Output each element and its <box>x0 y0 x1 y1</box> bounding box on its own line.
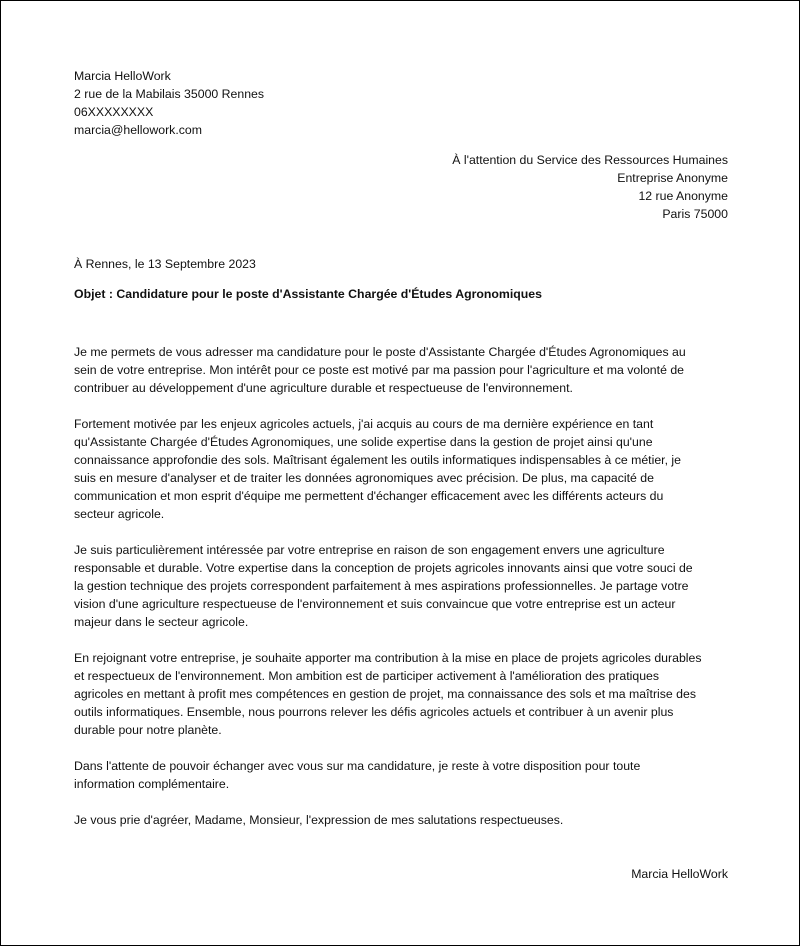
sender-email: marcia@hellowork.com <box>74 123 202 137</box>
sender-name: Marcia HelloWork <box>74 69 171 83</box>
recipient-attention: À l'attention du Service des Ressources Humaines <box>452 153 728 167</box>
paragraph-line: suis en mesure d'analyser et de traiter les données agronomiques avec précision. De plus, ma capacité de <box>74 471 654 485</box>
paragraph-line: Je vous prie d'agréer, Madame, Monsieur, l'expression de mes salutations respectueuses. <box>74 813 564 827</box>
sender-block <box>74 67 264 139</box>
paragraph-line: Je suis particulièrement intéressée par votre entreprise en raison de son engagement envers une agriculture <box>74 543 665 557</box>
recipient-block <box>452 151 728 223</box>
paragraph-line: Dans l'attente de pouvoir échanger avec vous sur ma candidature, je reste à votre disposition pour toute <box>74 759 641 773</box>
paragraph-line: contribuer au développement d'une agriculture durable et respectueuse de l'environnement. <box>74 381 573 395</box>
signature: Marcia HelloWork <box>631 867 728 881</box>
paragraph-line: agricoles en mettant à profit mes compétences en gestion de projet, ma connaissance des sols et ma maîtrise des <box>74 687 696 701</box>
paragraph-line: sein de votre entreprise. Mon intérêt pour ce poste est motivé par ma passion pour l'agriculture et ma volonté de <box>74 363 684 377</box>
recipient-city: Paris 75000 <box>662 207 728 221</box>
paragraph-line: En rejoignant votre entreprise, je souhaite apporter ma contribution à la mise en place de projets agricoles durables <box>74 651 702 665</box>
paragraph-salutation <box>74 811 726 829</box>
paragraph-line: vision d'une agriculture respectueuse de l'environnement et suis convaincue que votre entreprise est un acteur <box>74 597 676 611</box>
sender-address: 2 rue de la Mabilais 35000 Rennes <box>74 87 265 101</box>
paragraph-line: majeur dans le secteur agricole. <box>74 615 249 629</box>
paragraph-line: secteur agricole. <box>74 507 165 521</box>
paragraph-line: qu'Assistante Chargée d'Études Agronomiques, une solide expertise dans la gestion de projet ainsi qu'une <box>74 435 653 449</box>
recipient-street: 12 rue Anonyme <box>638 189 728 203</box>
paragraph-contribution <box>74 649 726 739</box>
paragraph-company-interest <box>74 541 726 631</box>
paragraph-experience <box>74 415 726 523</box>
sender-phone: 06XXXXXXXX <box>74 105 154 119</box>
recipient-company: Entreprise Anonyme <box>617 171 728 185</box>
paragraph-line: communication et mon esprit d'équipe me permettent d'échanger efficacement avec les différents acteurs du <box>74 489 664 503</box>
paragraph-line: information complémentaire. <box>74 777 230 791</box>
paragraph-line: connaissance approfondie des sols. Maîtrisant également les outils informatiques indispensables à ce métier, je <box>74 453 681 467</box>
paragraph-introduction <box>74 343 726 397</box>
paragraph-line: la gestion technique des projets correspondent parfaitement à mes aspirations professionnelles. Je partage votre <box>74 579 689 593</box>
paragraph-line: Je me permets de vous adresser ma candidature pour le poste d'Assistante Chargée d'Études Agronomiques au <box>74 345 686 359</box>
paragraph-line: outils informatiques. Ensemble, nous pourrons relever les défis agricoles actuels et contribuer à un avenir plus <box>74 705 674 719</box>
paragraph-line: Fortement motivée par les enjeux agricoles actuels, j'ai acquis au cours de ma dernière expérience en tant <box>74 417 654 431</box>
paragraph-line: responsable et durable. Votre expertise dans la conception de projets agricoles innovants ainsi que votre souci de <box>74 561 693 575</box>
letter-subject: Objet : Candidature pour le poste d'Assistante Chargée d'Études Agronomiques <box>74 287 542 301</box>
letter-body <box>74 343 726 829</box>
paragraph-line: durable pour notre planète. <box>74 723 222 737</box>
paragraph-closing <box>74 757 726 793</box>
letter-date: À Rennes, le 13 Septembre 2023 <box>74 257 256 271</box>
paragraph-line: et respectueux de l'environnement. Mon ambition est de participer activement à l'amélioration des pratiques <box>74 669 660 683</box>
